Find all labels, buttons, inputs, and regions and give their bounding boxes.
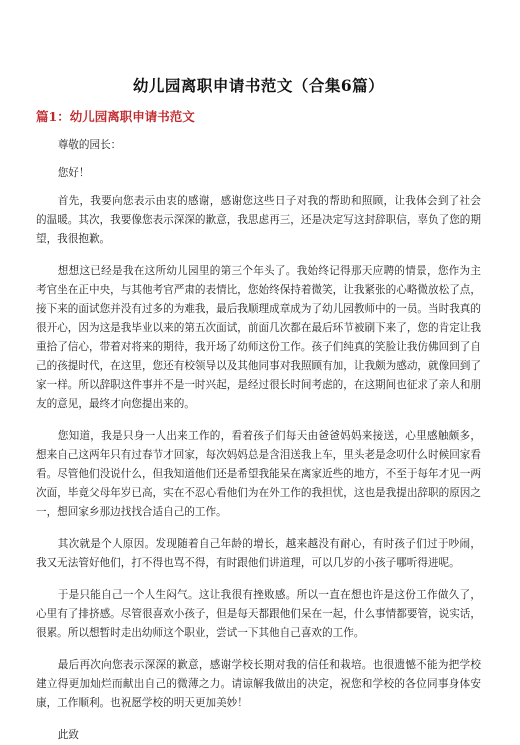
paragraph: 您知道，我是只身一人出来工作的，看着孩子们每天由爸爸妈妈来接送，心里感触颇多，想来自己这两年只有过春节才回家，每次妈妈总是含泪送我上车，里头老是念叨什么时候回家看看。尽管他们没说什么，但我知道他们还是希望我能呆在离家近些的地方，不至于每年才见一两次面，毕竟父母年岁已高，实在不忍心看他们为在外工作的我担忧，这也是我提出辞职的原因之一，想回家乡那边找找合适自己的工作。 — [36, 430, 481, 518]
section-title: 篇1：幼儿园离职申请书范文 — [36, 109, 195, 124]
document-title: 幼儿园离职申请书范文（合集6篇） — [132, 76, 385, 95]
paragraph: 首先，我要向您表示由衷的感谢，感谢您这些日子对我的帮助和照顾，让我体会到了社会的温暖。其次，我要像您表示深深的歉意，我思虑再三，还是决定写这封辞职信，辜负了您的期望，我很抱歉。 — [36, 195, 481, 245]
paragraph: 想想这已经是我在这所幼儿园里的第三个年头了。我始终记得那天应聘的情景，您作为主考官坐在正中央，与其他考官严肃的表情比，您始终保持着微笑，让我紧张的心略微放松了点，接下来的面试您并没有过多的为难我，最后我顺理成章成为了幼儿园教师中的一员。当时我真的很开心，因为这是我毕业以来的第五次面试，前面几次都在最后环节被刷下来了，您的肯定让我重拾了信心，带着对将来的期待，我开场了幼师这份工作。孩子们纯真的笑脸让我仿佛回到了自己的孩提时代，在这里，您还有校领导以及其他同事对我照顾有加，让我颇为感动，就像回到了家一样。所以辞职这件事并不是一时兴起，是经过很长时间考虑的，在这期间也征求了亲人和朋友的意见，最终才向您提出来的。 — [36, 265, 481, 410]
paragraph: 于是只能自己一个人生闷气。这让我很有挫败感。所以一直在想也许是这份工作做久了，心里有了排挤感。尽管很喜欢小孩子，但是每天都跟他们呆在一起，什么事情都要管，说实话，很累。所以想暂时走出幼师这个职业，尝试一下其他自己喜欢的工作。 — [36, 589, 481, 639]
salutation: 尊敬的园长： — [57, 139, 122, 151]
greeting: 您好！ — [57, 167, 90, 179]
paragraph: 最后再次向您表示深深的歉意，感谢学校长期对我的信任和栽培。也很遗憾不能为把学校建立得更加灿烂而献出自己的微薄之力。请谅解我做出的决定，祝您和学校的各位同事身体安康，工作顺利。也祝愿学校的明天更加美妙！ — [36, 659, 481, 709]
closing: 此致 — [57, 729, 79, 741]
paragraph: 其次就是个人原因。发现随着自己年龄的增长，越来越没有耐心，有时孩子们过于吵闹，我又无法管好他们，打不得也骂不得，有时跟他们讲道理，可以几岁的小孩子哪听得进呢。 — [36, 538, 481, 569]
